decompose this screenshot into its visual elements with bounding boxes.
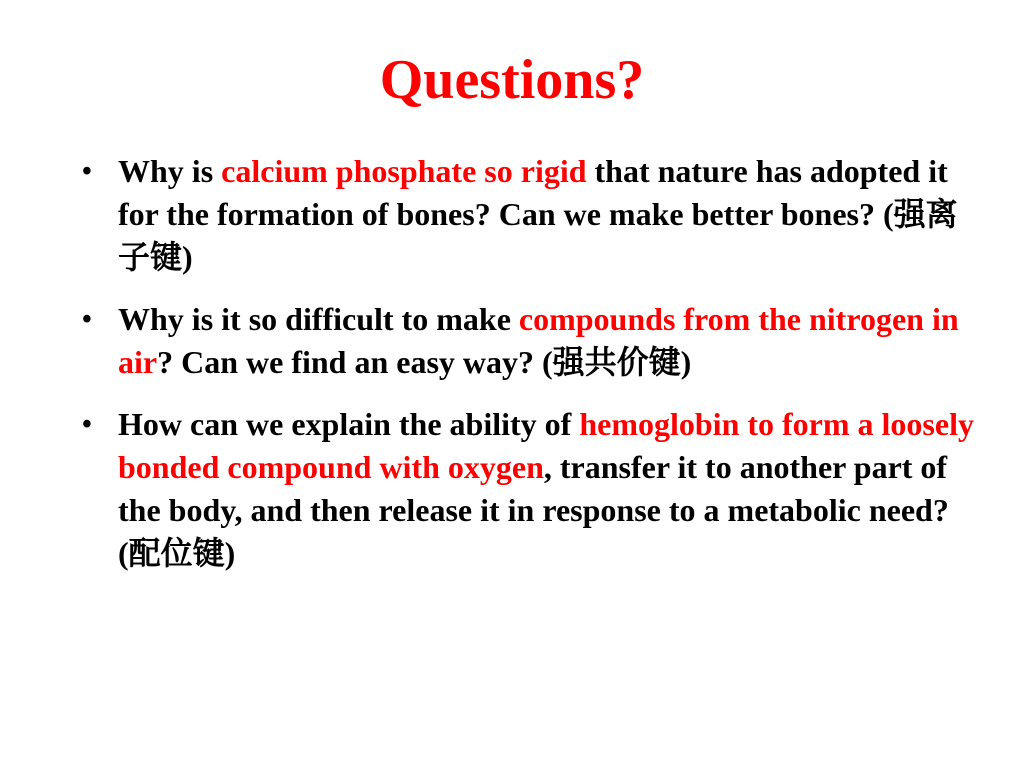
bullet-list [82,150,982,594]
bullet-text-part: ? Can we find an easy way? (强共价键) [157,344,692,380]
bullet-text-part: How can we explain the ability of [118,406,580,442]
bullet-dot-icon: • [82,156,92,187]
bullet-text [118,403,982,575]
bullet-item-hemoglobin [82,403,982,575]
bullet-dot-icon: • [82,409,92,440]
slide-title: Questions? [379,49,645,111]
bullet-text-part: Why is [118,153,222,189]
bullet-highlight-text: calcium phosphate so rigid [221,153,587,189]
bullet-text-part: that nature has adopted it for the formation of bones? Can we make better bones? (强离子键) [118,153,958,275]
bullet-dot-icon: • [82,304,92,335]
bullet-item-calcium-phosphate [82,150,982,279]
bullet-text [118,150,982,279]
bullet-text-part: , transfer it to another part of the body, and then release it in response to a metabolic need? (配位键) [118,449,949,571]
bullet-highlight-text: compounds from the nitrogen in air [118,301,959,380]
bullet-item-nitrogen-compounds [82,298,982,384]
bullet-text [118,298,982,384]
bullet-text-part: Why is it so difficult to make [118,301,519,337]
bullet-highlight-text: hemoglobin to form a loosely bonded compound with oxygen [118,406,974,485]
